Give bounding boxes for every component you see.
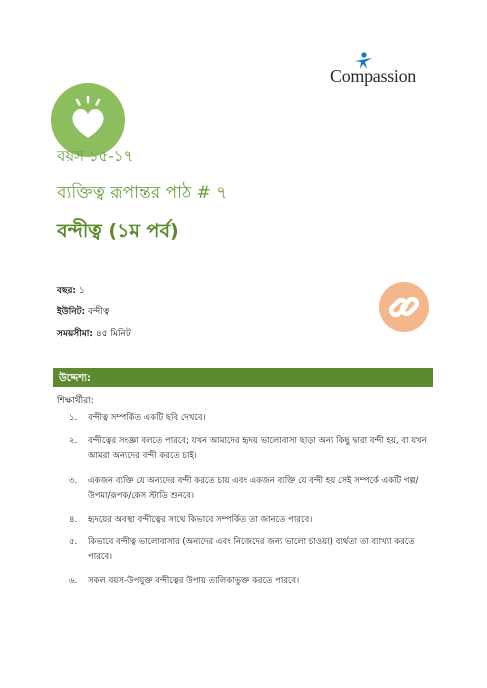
meta-unit (57, 304, 109, 319)
time-value: ৪৫ মিনিট (95, 329, 131, 339)
item-text: বন্দীত্বের সংজ্ঞা বলতে পারবে; যখন আমাদের হৃদয় ভালোবাসা ছাড়া অন্য কিছু দ্বারা বন্দী হয়, বা যখন আমরা অন্যদের বন্দী করতে চাই। (88, 436, 427, 461)
item-text: বন্দীত্ব সম্পর্কিত একটি ছবি দেখবে। (88, 413, 206, 423)
objectives-header (53, 368, 433, 387)
item-number: ৩. (69, 476, 78, 486)
item-number: ৪. (69, 515, 78, 525)
page-title: বন্দীত্ব (১ম পর্ব) (57, 220, 179, 242)
item-text: সকল বয়স-উপযুক্ত বন্দীত্বের উপায় তালিকাভুক্ত করতে পারবে। (88, 576, 300, 586)
list-item (69, 434, 438, 464)
compassion-logo (330, 52, 440, 92)
link-badge (379, 282, 429, 332)
list-item (69, 513, 438, 528)
item-number: ৬. (69, 576, 78, 586)
item-number: ২. (69, 436, 78, 446)
item-number: ৫. (69, 537, 78, 547)
lesson-title: ব্যক্তিত্ব রূপান্তর পাঠ # ৭ (57, 183, 228, 203)
item-number: ১. (69, 413, 78, 423)
list-item (69, 535, 438, 565)
logo-text: Compassion (330, 66, 417, 86)
item-text: হৃদয়ের অবস্থা বন্দীত্বের সাথে কিভাবে সম্পর্কিত তা জানতে পারবে। (88, 515, 313, 525)
time-label: সময়সীমা: (57, 329, 93, 339)
meta-year (57, 283, 85, 298)
objectives-intro: শিক্ষার্থীরা: (57, 396, 94, 406)
link-icon (379, 282, 429, 332)
item-text: একজন ব্যক্তি যে অন্যদের বন্দী করতে চায় এবং একজন ব্যক্তি যে বন্দী হয় সেই সম্পর্কে একটি গল্প/উপমা/রূপক/কেস স্টাডি শুনবে। (88, 476, 419, 501)
age-range: বয়স ১৫-১৭ (57, 147, 134, 165)
item-text: কিভাবে বন্দীত্ব ভালোবাসার (অন্যদের এবং নিজেদের জন্য ভালো চাওয়া) ব্যর্থতা তা ব্যাখ্যা করতে পারবে। (88, 537, 415, 562)
meta-time (57, 326, 131, 341)
list-item (69, 474, 438, 504)
unit-value: বন্দীত্ব (88, 307, 110, 317)
list-item (69, 411, 438, 426)
year-label: বছর: (57, 286, 77, 296)
objectives-heading: উদ্দেশ্য: (59, 373, 92, 384)
unit-label: ইউনিট: (57, 307, 86, 317)
year-value: ১ (78, 286, 85, 296)
list-item (69, 574, 438, 589)
